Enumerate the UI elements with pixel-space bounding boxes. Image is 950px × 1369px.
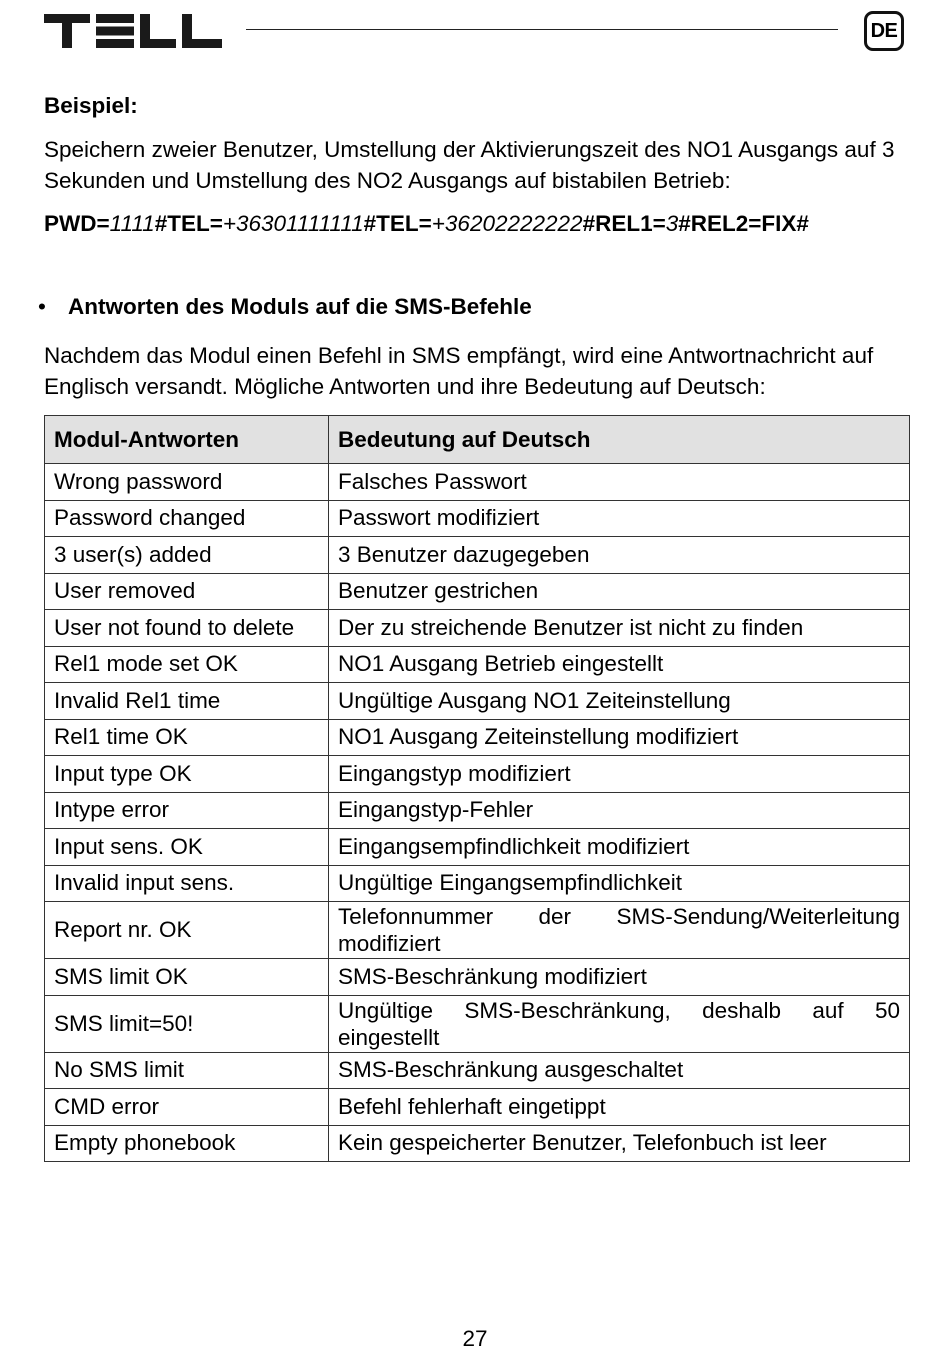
meaning-cell: SMS-Beschränkung modifiziert: [329, 959, 910, 996]
language-badge: DE: [864, 11, 904, 51]
response-cell: Invalid input sens.: [45, 865, 329, 902]
command-keyword: PWD=: [44, 211, 110, 236]
bullet-icon: •: [38, 294, 46, 319]
meaning-cell: Befehl fehlerhaft eingetippt: [329, 1089, 910, 1126]
meaning-cell: Telefonnummer der SMS-Sendung/Weiterleitung modifiziert: [329, 902, 910, 959]
table-row: [45, 1125, 910, 1162]
table-row: [45, 500, 910, 537]
response-cell: Wrong password: [45, 464, 329, 501]
column-header-response: Modul-Antworten: [45, 416, 329, 464]
table-row: [45, 1052, 910, 1089]
section-heading-text: Antworten des Moduls auf die SMS-Befehle: [68, 294, 532, 319]
table-header-row: [45, 416, 910, 464]
response-cell: Input type OK: [45, 756, 329, 793]
command-keyword: #REL1=: [582, 211, 666, 236]
response-cell: 3 user(s) added: [45, 537, 329, 574]
response-cell: Invalid Rel1 time: [45, 683, 329, 720]
table-row: [45, 464, 910, 501]
meaning-cell: Ungültige Ausgang NO1 Zeiteinstellung: [329, 683, 910, 720]
meaning-cell: NO1 Ausgang Zeiteinstellung modifiziert: [329, 719, 910, 756]
table-row: [45, 537, 910, 574]
meaning-cell: NO1 Ausgang Betrieb eingestellt: [329, 646, 910, 683]
table-row: [45, 1089, 910, 1126]
response-cell: Empty phonebook: [45, 1125, 329, 1162]
meaning-cell: Passwort modifiziert: [329, 500, 910, 537]
command-value: +36202222222: [431, 211, 583, 236]
table-row: [45, 610, 910, 647]
header-rule: [246, 29, 838, 30]
page-number: 27: [462, 1326, 488, 1351]
response-cell: Input sens. OK: [45, 829, 329, 866]
meaning-cell: Ungültige Eingangsempfindlichkeit: [329, 865, 910, 902]
table-row: [45, 719, 910, 756]
response-cell: Rel1 mode set OK: [45, 646, 329, 683]
example-description: Speichern zweier Benutzer, Umstellung der Aktivierungszeit des NO1 Ausgangs auf 3 Sekunden und Umstellung des NO2 Ausgangs auf bistabilen Betrieb:: [44, 137, 895, 193]
table-row: [45, 792, 910, 829]
table-row: [45, 829, 910, 866]
response-cell: Rel1 time OK: [45, 719, 329, 756]
response-cell: User not found to delete: [45, 610, 329, 647]
section-heading: [38, 291, 532, 322]
meaning-cell: Der zu streichende Benutzer ist nicht zu finden: [329, 610, 910, 647]
response-cell: Intype error: [45, 792, 329, 829]
table-row: [45, 865, 910, 902]
meaning-cell: Eingangstyp modifiziert: [329, 756, 910, 793]
command-keyword: #REL2=FIX#: [678, 211, 809, 236]
meaning-cell: Kein gespeicherter Benutzer, Telefonbuch ist leer: [329, 1125, 910, 1162]
table-row: [45, 959, 910, 996]
meaning-cell: Benutzer gestrichen: [329, 573, 910, 610]
response-cell: SMS limit OK: [45, 959, 329, 996]
table-row: [45, 646, 910, 683]
page-header: [0, 0, 950, 70]
meaning-cell: 3 Benutzer dazugegeben: [329, 537, 910, 574]
meaning-cell: Falsches Passwort: [329, 464, 910, 501]
column-header-meaning: Bedeutung auf Deutsch: [329, 416, 910, 464]
command-value: 1111: [109, 211, 155, 236]
command-keyword: #TEL=: [363, 211, 432, 236]
response-cell: SMS limit=50!: [45, 995, 329, 1052]
meaning-cell: Eingangstyp-Fehler: [329, 792, 910, 829]
tell-logo: [44, 14, 222, 48]
example-title: Beispiel:: [44, 93, 138, 118]
table-row: [45, 995, 910, 1052]
table-row: [45, 902, 910, 959]
table-row: [45, 683, 910, 720]
command-keyword: #TEL=: [154, 211, 223, 236]
table-row: [45, 573, 910, 610]
response-cell: Password changed: [45, 500, 329, 537]
response-cell: CMD error: [45, 1089, 329, 1126]
sms-command-example: [44, 208, 809, 239]
meaning-cell: Ungültige SMS-Beschränkung, deshalb auf 50 eingestellt: [329, 995, 910, 1052]
command-value: 3: [665, 211, 679, 236]
response-cell: Report nr. OK: [45, 902, 329, 959]
responses-table: [44, 415, 910, 1162]
table-row: [45, 756, 910, 793]
response-cell: No SMS limit: [45, 1052, 329, 1089]
command-value: +36301111111: [222, 211, 364, 236]
meaning-cell: Eingangsempfindlichkeit modifiziert: [329, 829, 910, 866]
section-intro: Nachdem das Modul einen Befehl in SMS empfängt, wird eine Antwortnachricht auf Englisch versandt. Mögliche Antworten und ihre Bedeutung auf Deutsch:: [44, 343, 874, 399]
response-cell: User removed: [45, 573, 329, 610]
meaning-cell: SMS-Beschränkung ausgeschaltet: [329, 1052, 910, 1089]
